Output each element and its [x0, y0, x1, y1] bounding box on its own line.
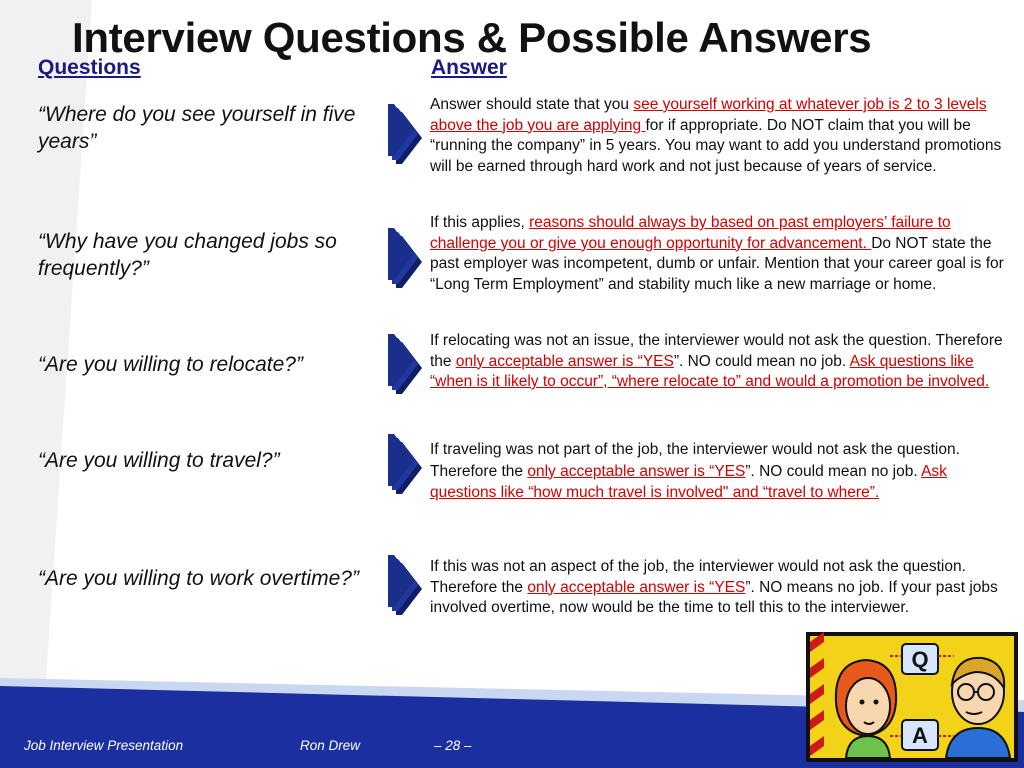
answer-text-segment: ”. NO could mean no job. [673, 352, 850, 370]
answer-text-segment: ”. NO means no job. If your past jobs involved overtime, now would be the time to tell this to the interviewer. [430, 578, 998, 616]
question-text-1: “Where do you see yourself in five years” [38, 103, 356, 153]
questions-header: Questions [38, 56, 141, 79]
answer-text-4 [430, 439, 1010, 504]
answer-text-segment: If relocating was not an issue, the interviewer would not ask the question. Therefore the [430, 332, 1003, 370]
slide-title: Interview Questions & Possible Answers [72, 14, 872, 61]
answer-text-5 [430, 557, 1010, 619]
footer-page-number: – 28 – [434, 738, 472, 753]
arrow-icon [388, 328, 424, 398]
answer-text-3 [430, 331, 1010, 393]
answer-text-segment: If this applies, [430, 214, 530, 231]
answer-text-2 [430, 213, 1010, 295]
qa-clipart-image [806, 632, 1018, 762]
highlighted-answer-text: Ask questions like “how much travel is involved" and “travel to where”. [430, 462, 947, 501]
answer-text-segment: If this was not an aspect of the job, the interviewer would not ask the question. Therefore the [430, 558, 966, 596]
answer-text-segment: Do NOT state the past employer was incompetent, dumb or unfair. Mention that your career goal is for “Long Term Employment” and stability much like a new marriage or home. [430, 234, 1004, 293]
question-text-5: “Are you willing to work overtime?” [38, 567, 359, 590]
a-letter: A [912, 723, 928, 748]
answer-text-segment: ”. NO could mean no job. [745, 462, 922, 480]
highlighted-answer-text: only acceptable answer is “YES [527, 578, 746, 596]
highlighted-answer-text: only acceptable answer is “YES [527, 462, 746, 480]
q-letter: Q [911, 647, 929, 672]
question-text-4: “Are you willing to travel?” [38, 449, 280, 472]
answer-text-segment: Answer should state that you [430, 96, 634, 113]
highlighted-answer-text: reasons should always by based on past employers’ failure to challenge you or give you enough opportunity for advancement. [430, 214, 951, 252]
arrow-icon [388, 428, 424, 498]
answer-text-1 [430, 95, 1010, 177]
question-text-3: “Are you willing to relocate?” [38, 353, 303, 376]
highlighted-answer-text: Ask questions like “when is it likely to occur”, “where relocate to” and would a promotion be involved. [430, 352, 990, 390]
highlighted-answer-text: see yourself working at whatever job is 2 to 3 levels above the job you are applying [430, 96, 987, 134]
footer-presentation-title: Job Interview Presentation [24, 738, 184, 753]
man-figure [946, 658, 1010, 758]
highlighted-answer-text: only acceptable answer is “YES [455, 352, 674, 370]
footer-author: Ron Drew [300, 738, 361, 753]
answer-text-segment: for if appropriate. Do NOT claim that you will be “running the company” in 5 years. You may want to add you understand promotions will be earned through hard work and not just because of years of service. [430, 116, 1002, 175]
arrow-icon [388, 98, 424, 168]
question-text-2: “Why have you changed jobs so frequently?” [38, 230, 337, 280]
arrow-icon [388, 549, 424, 619]
answer-header: Answer [431, 56, 507, 79]
arrow-icon [388, 222, 424, 292]
answer-text-segment: If traveling was not part of the job, the interviewer would not ask the question. Therefore the [430, 441, 960, 480]
